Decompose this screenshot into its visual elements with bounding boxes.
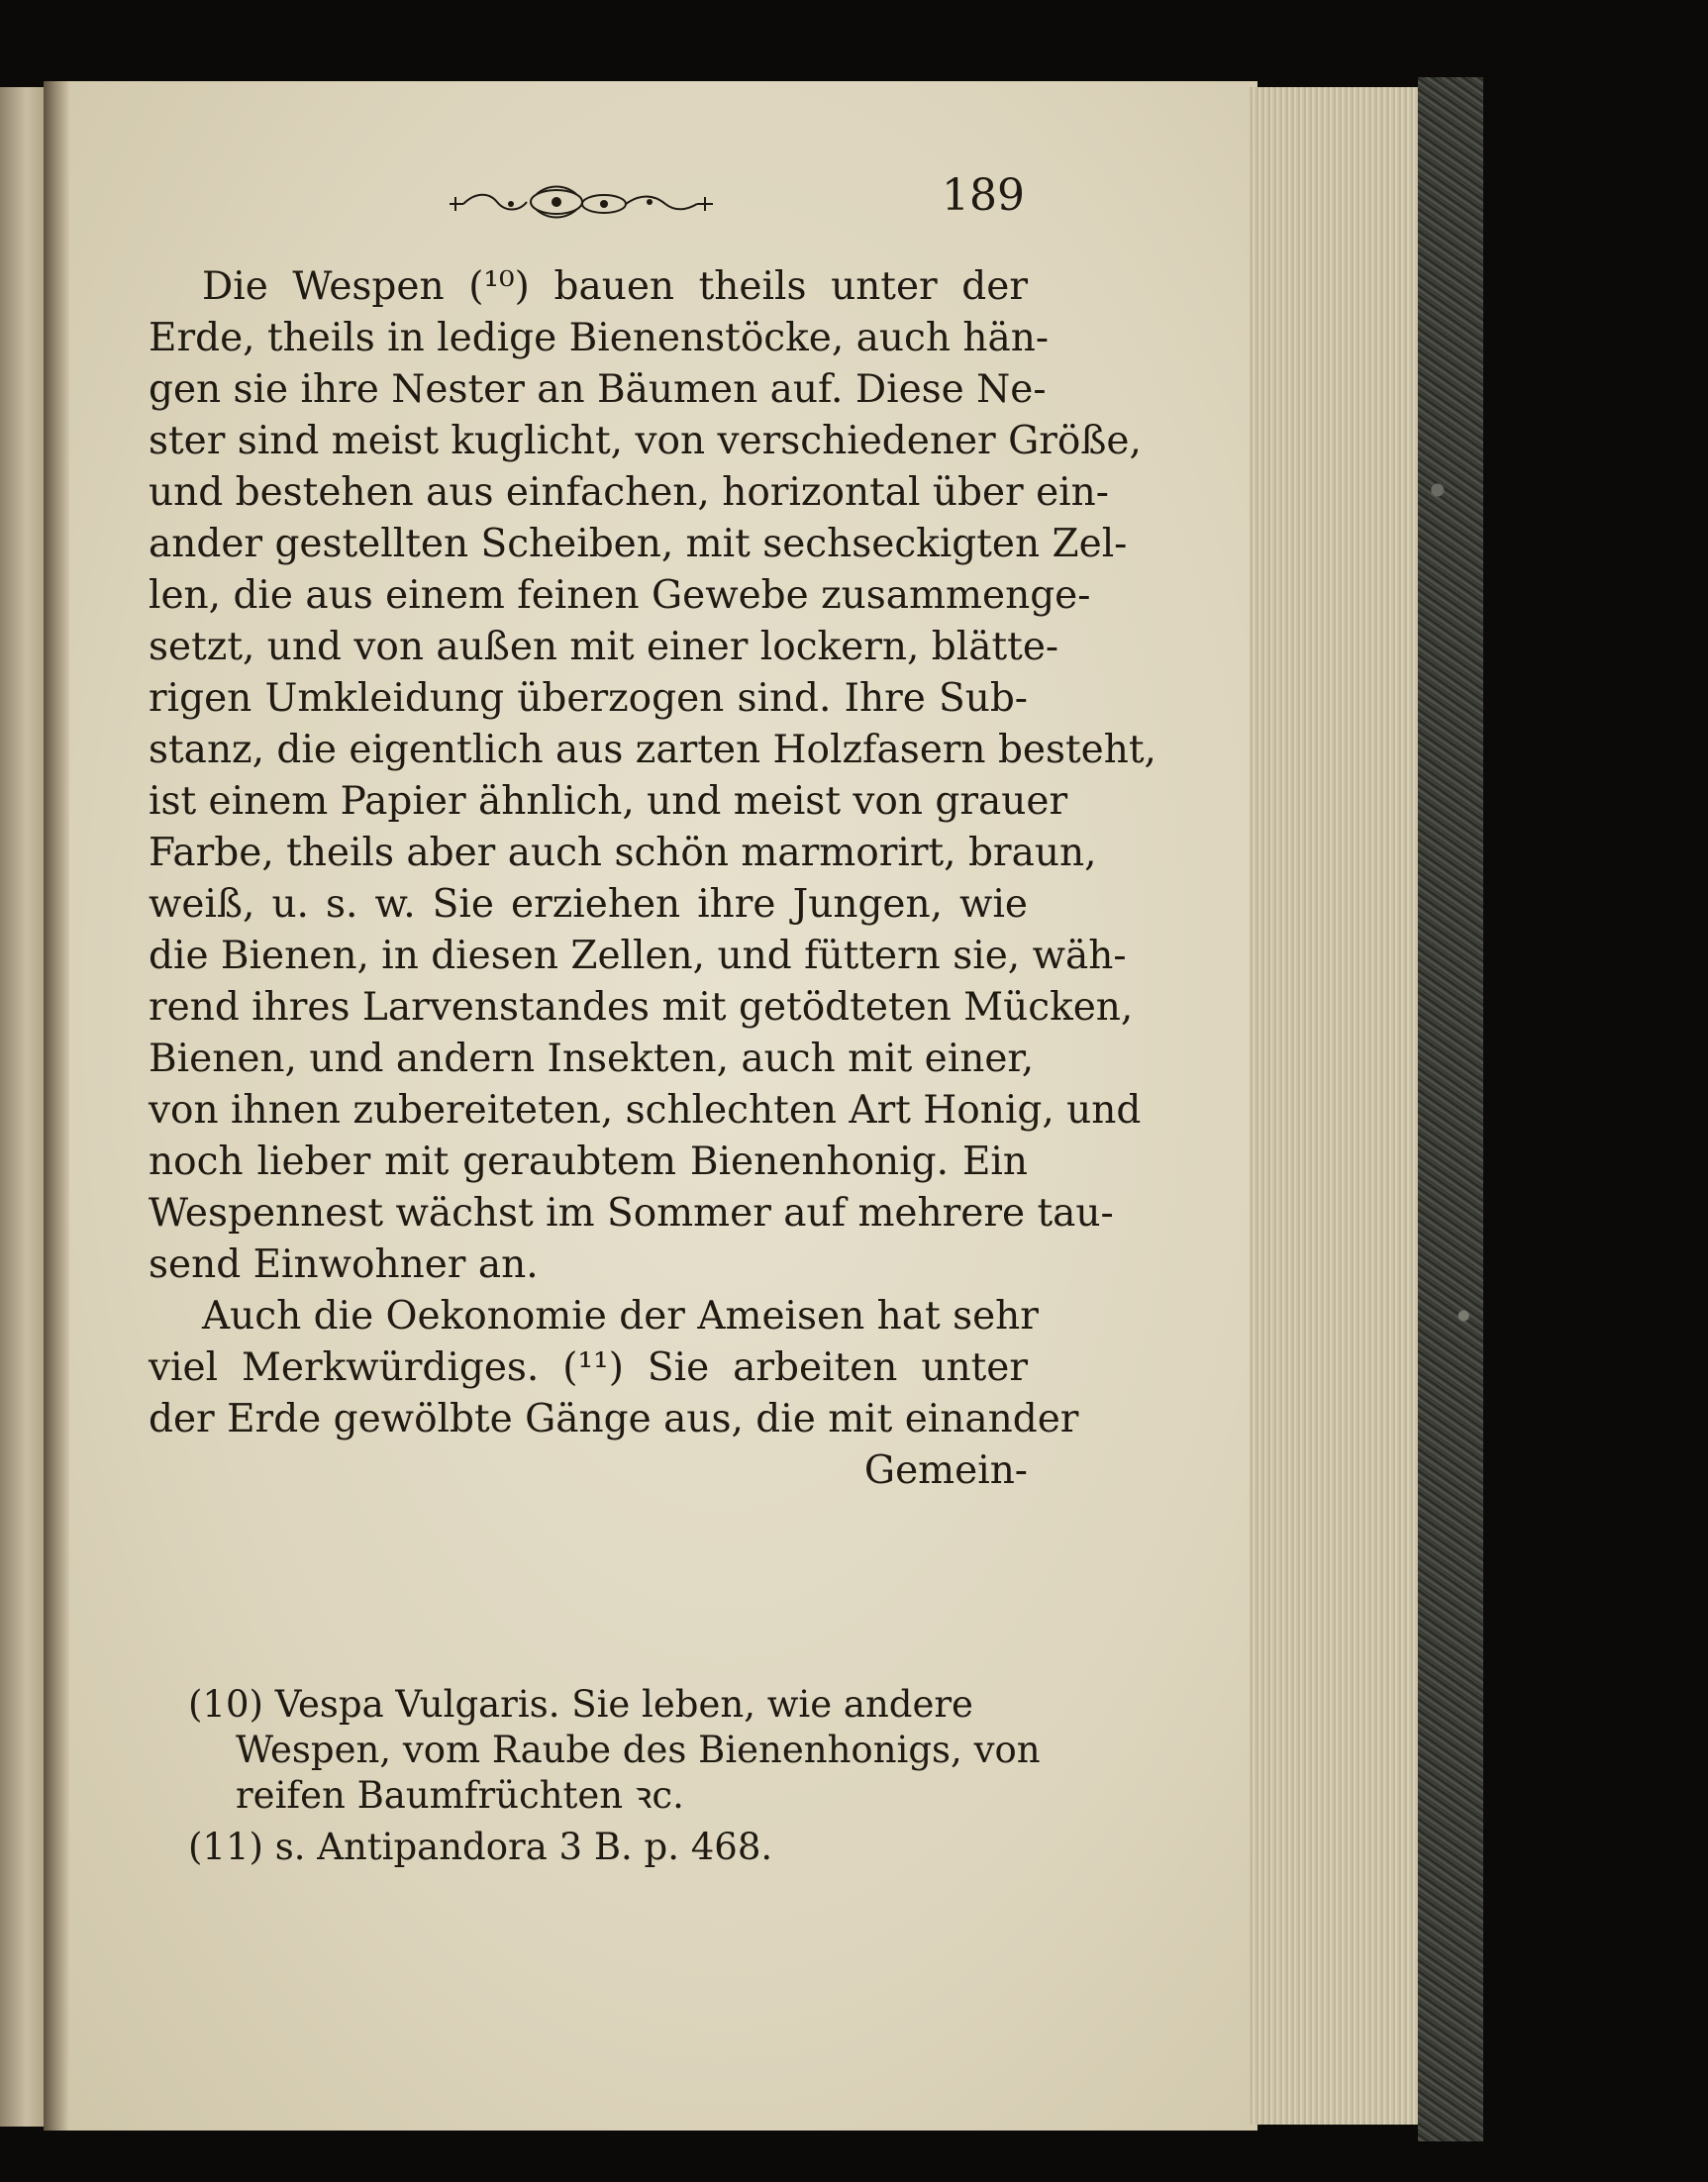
marbled-cover (1418, 77, 1483, 2141)
text-line: ander gestellten Scheiben, mit sechseckigten Zel- (149, 522, 1128, 566)
text-line: gen sie ihre Nester an Bäumen auf. Diese Ne- (149, 367, 1047, 412)
page-number: 189 (942, 170, 1025, 221)
text-line: rigen Umkleidung überzogen sind. Ihre Sub- (149, 676, 1028, 721)
text-line: viel Merkwürdiges. (¹¹) Sie arbeiten unter (149, 1345, 1028, 1390)
text-line: und bestehen aus einfachen, horizontal über ein- (149, 470, 1109, 515)
text-line: von ihnen zubereiteten, schlechten Art Honig, und (149, 1088, 1142, 1133)
text-line: Wespennest wächst im Sommer auf mehrere tau- (149, 1191, 1114, 1236)
footnote-line: (10) Vespa Vulgaris. Sie leben, wie andere (188, 1683, 973, 1726)
text-line: Erde, theils in ledige Bienenstöcke, auch hän- (149, 316, 1050, 360)
catchword: Gemein- (863, 1448, 1028, 1493)
footnote-line: Wespen, vom Raube des Bienenhonigs, von (236, 1729, 1041, 1771)
header-ornament (446, 180, 718, 226)
text-line: weiß, u. s. w. Sie erziehen ihre Jungen, wie (149, 882, 1028, 927)
text-line: ist einem Papier ähnlich, und meist von grauer (149, 779, 1068, 824)
page-edges (1250, 87, 1418, 2125)
text-line: Bienen, und andern Insekten, auch mit einer, (149, 1037, 1035, 1081)
text-line: noch lieber mit geraubtem Bienenhonig. Ein (149, 1140, 1028, 1184)
text-line: Auch die Oekonomie der Ameisen hat sehr (202, 1294, 1039, 1339)
text-line: stanz, die eigentlich aus zarten Holzfasern besteht, (149, 728, 1156, 772)
text-line: ster sind meist kuglicht, von verschiedener Größe, (149, 419, 1142, 463)
text-line: setzt, und von außen mit einer lockern, blätte- (149, 625, 1059, 669)
text-line: die Bienen, in diesen Zellen, und füttern sie, wäh- (149, 934, 1127, 978)
text-line: der Erde gewölbte Gänge aus, die mit einander (149, 1397, 1079, 1441)
text-line: len, die aus einem feinen Gewebe zusammenge- (149, 573, 1091, 618)
text-line: rend ihres Larvenstandes mit getödteten Mücken, (149, 985, 1134, 1030)
left-page-edge (0, 87, 44, 2127)
text-line: Farbe, theils aber auch schön marmorirt, braun, (149, 831, 1097, 875)
text-line: Die Wespen (¹⁰) bauen theils unter der (202, 264, 1028, 309)
book-gutter (44, 81, 69, 2131)
text-line: send Einwohner an. (149, 1242, 539, 1287)
footnote-line: reifen Baumfrüchten ꝛc. (236, 1774, 684, 1817)
footnote-line: (11) s. Antipandora 3 B. p. 468. (188, 1826, 773, 1868)
